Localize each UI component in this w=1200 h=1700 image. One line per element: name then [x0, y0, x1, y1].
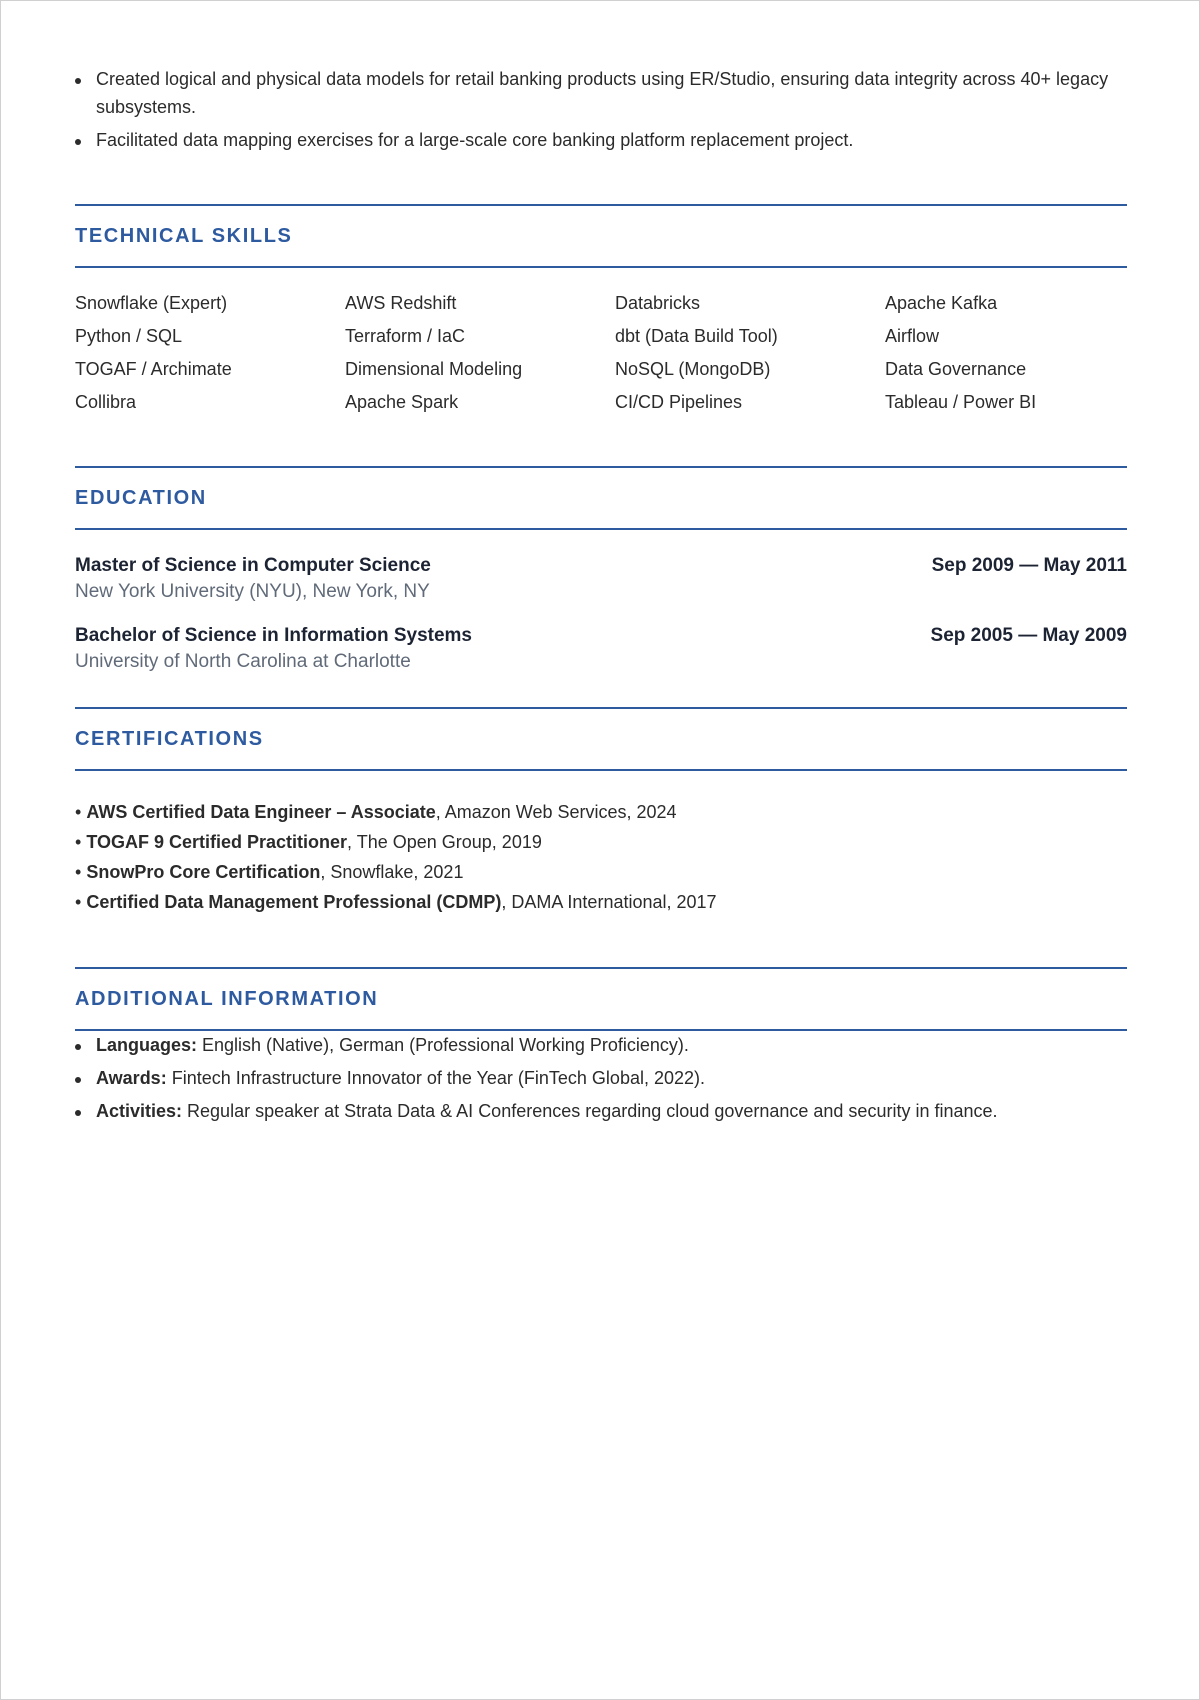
experience-bullet: Created logical and physical data models for retail banking products using ER/Studio, ensuring data integrity across 40+ legacy subsystems. — [75, 65, 1127, 121]
additional-info-item — [75, 1097, 1127, 1125]
school-name: University of North Carolina at Charlotte — [75, 651, 411, 672]
certification-name: SnowPro Core Certification — [86, 862, 321, 882]
certification-name: AWS Certified Data Engineer – Associate — [86, 802, 436, 822]
certification-list — [75, 797, 1127, 917]
skill-item: Collibra — [75, 392, 137, 412]
bullet-glyph: • — [75, 862, 82, 882]
degree-title: Bachelor of Science in Information Systems — [75, 625, 472, 646]
section-title: CERTIFICATIONS — [75, 727, 264, 750]
certification-detail: , DAMA International, 2017 — [501, 892, 717, 912]
certification-detail: , The Open Group, 2019 — [347, 832, 542, 852]
skill-item: Airflow — [885, 326, 940, 346]
section-title: TECHNICAL SKILLS — [75, 224, 293, 247]
info-text: English (Native), German (Professional Working Proficiency). — [197, 1035, 689, 1055]
certification-item — [75, 797, 1127, 827]
section-header — [75, 707, 1127, 771]
experience-bullet: Facilitated data mapping exercises for a large-scale core banking platform replacement project. — [75, 126, 1127, 154]
additional-information-section — [75, 967, 1127, 1125]
info-label: Languages: — [96, 1035, 198, 1055]
skill-item: Python / SQL — [75, 326, 183, 346]
skill-item: Tableau / Power BI — [885, 392, 1037, 412]
info-label: Activities: — [96, 1101, 183, 1121]
education-dates: Sep 2009 — May 2011 — [931, 555, 1127, 576]
additional-info-item — [75, 1031, 1127, 1059]
education-entry-header — [75, 623, 1127, 649]
school-name: New York University (NYU), New York, NY — [75, 581, 430, 602]
certification-name: TOGAF 9 Certified Practitioner — [86, 832, 348, 852]
education-list — [75, 553, 1127, 675]
education-entry — [75, 553, 1127, 605]
skill-item: AWS Redshift — [345, 293, 457, 313]
certification-detail: , Amazon Web Services, 2024 — [435, 802, 677, 822]
additional-information-list — [75, 1031, 1127, 1125]
education-entry-header — [75, 553, 1127, 579]
skill-item: Apache Spark — [345, 392, 459, 412]
resume-content — [75, 65, 1127, 1130]
certifications-section — [75, 707, 1127, 917]
skill-item: dbt (Data Build Tool) — [615, 326, 778, 346]
info-text: Regular speaker at Strata Data & AI Conferences regarding cloud governance and security in finance. — [182, 1101, 998, 1121]
technical-skills-section — [75, 204, 1127, 416]
section-header — [75, 466, 1127, 530]
info-label: Awards: — [96, 1068, 167, 1088]
bullet-glyph: • — [75, 832, 82, 852]
skill-item: Apache Kafka — [885, 293, 998, 313]
skill-item: TOGAF / Archimate — [75, 359, 232, 379]
skill-item: NoSQL (MongoDB) — [615, 359, 771, 379]
skill-item: CI/CD Pipelines — [615, 392, 743, 412]
info-text: Fintech Infrastructure Innovator of the Year (FinTech Global, 2022). — [166, 1068, 705, 1088]
additional-info-item — [75, 1064, 1127, 1092]
education-entry — [75, 623, 1127, 675]
experience-bullet-list — [75, 65, 1127, 154]
skill-item: Databricks — [615, 293, 701, 313]
section-header — [75, 967, 1127, 1031]
skill-item: Snowflake (Expert) — [75, 293, 228, 313]
certification-item — [75, 887, 1127, 917]
education-section — [75, 466, 1127, 675]
bullet-glyph: • — [75, 892, 82, 912]
skill-item: Dimensional Modeling — [345, 359, 523, 379]
certification-detail: , Snowflake, 2021 — [320, 862, 464, 882]
skills-grid — [75, 289, 1127, 416]
section-title: EDUCATION — [75, 486, 207, 509]
certification-item — [75, 857, 1127, 887]
skill-item: Terraform / IaC — [345, 326, 466, 346]
degree-title: Master of Science in Computer Science — [75, 555, 431, 576]
section-title: ADDITIONAL INFORMATION — [75, 987, 379, 1010]
section-header — [75, 204, 1127, 268]
certification-item — [75, 827, 1127, 857]
education-dates: Sep 2005 — May 2009 — [930, 625, 1127, 646]
bullet-glyph: • — [75, 802, 82, 822]
skill-item: Data Governance — [885, 359, 1027, 379]
certification-name: Certified Data Management Professional (CDMP) — [86, 892, 502, 912]
